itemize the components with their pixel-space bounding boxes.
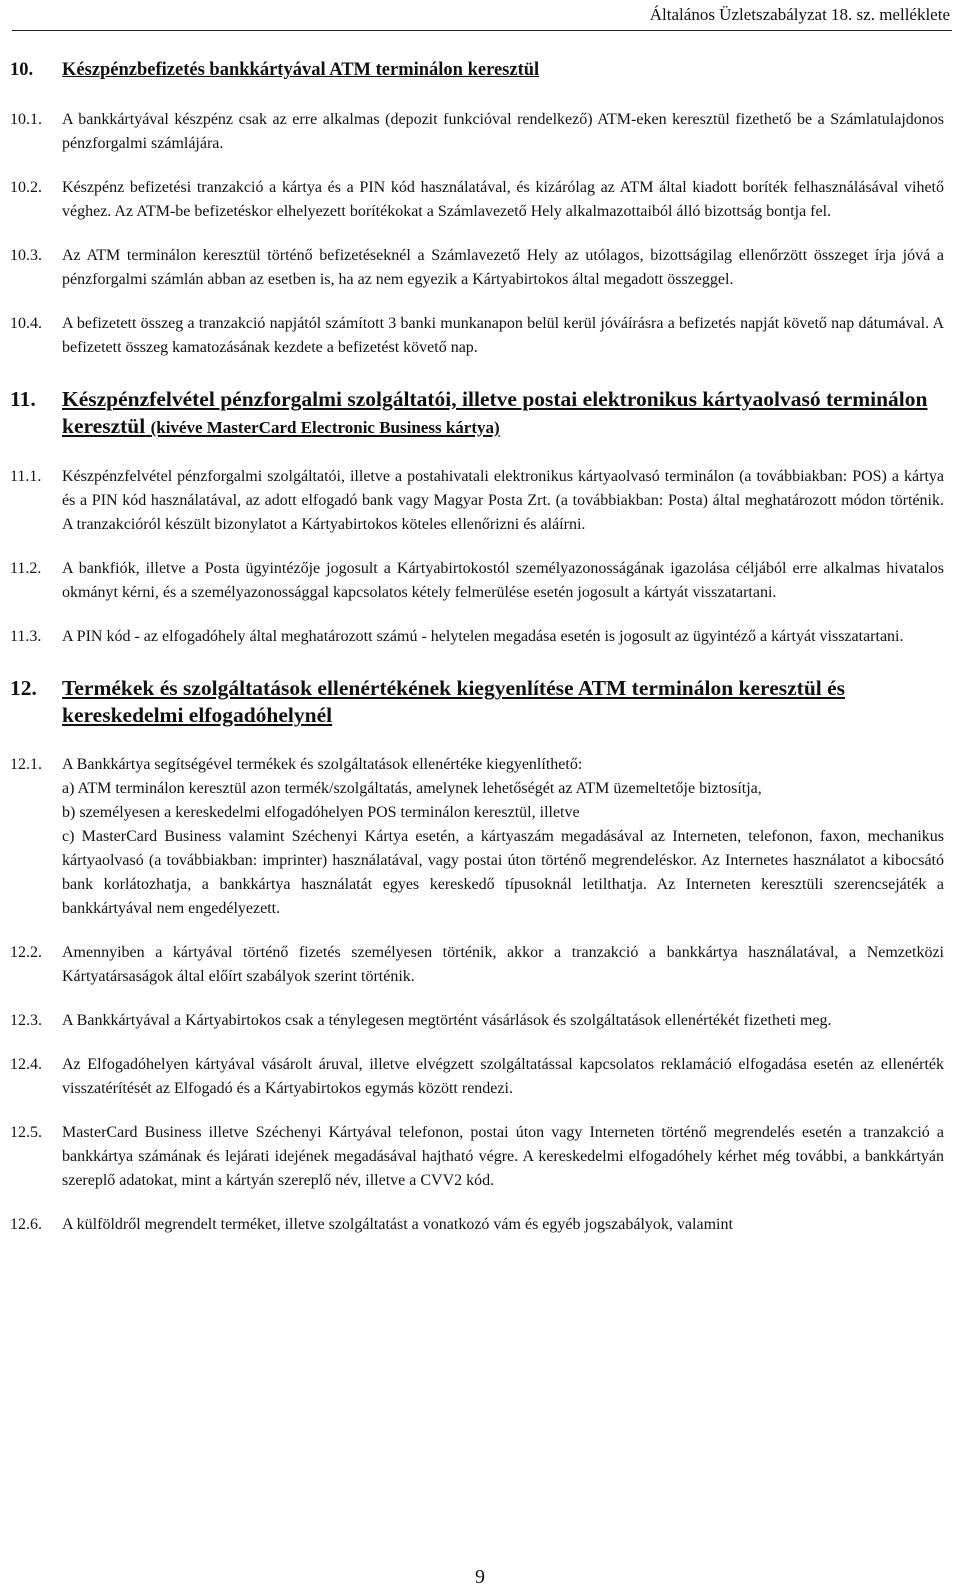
paragraph-text: Az ATM terminálon keresztül történő befizetéseknél a Számlavezető Hely az utólagos, bizottságilag ellenőrzött összeget írja jóvá a pénzforgalmi számlán abban az esetben is, ha az nem egyezik a Kártyabirtokos által megadott összeggel. <box>62 247 944 288</box>
section-title-note: (kivéve MasterCard Electronic Business kártya) <box>150 418 500 437</box>
paragraph-line: A Bankkártya segítségével termékek és szolgáltatások ellenértéke kiegyenlíthető: <box>62 756 583 773</box>
page-number: 9 <box>475 1566 485 1588</box>
paragraph-number: 12.1. <box>10 756 42 773</box>
section-title: Termékek és szolgáltatások ellenértékének kiegyenlítése ATM terminálon keresztül és kereskedelmi elfogadóhelynél <box>62 676 846 727</box>
paragraph-text <box>62 753 944 921</box>
paragraph-text: A bankfiók, illetve a Posta ügyintézője jogosult a Kártyabirtokostól személyazonosságának igazolása céljából erre alkalmas hivatalos okmányt kérni, és a személyazonossággal kapcsolatos kétely felmerülése esetén jogosult a kártyát visszatartani. <box>62 560 944 601</box>
paragraph-number: 11.2. <box>10 560 42 577</box>
paragraph-text: Készpénzfelvétel pénzforgalmi szolgáltatói, illetve a postahivatali elektronikus kártyaolvasó terminálon (a továbbiakban: POS) a kártya és a PIN kód használatával, az adott elfogadó bank vagy Magyar Posta Zrt. (a továbbiakban: Posta) által meghatározott módon történik. A tranzakcióról készült bizonylatot a Kártyabirtokos köteles ellenőrizni és aláírni. <box>62 468 944 533</box>
paragraph-number: 10.2. <box>10 179 42 196</box>
paragraph-text: A Bankkártyával a Kártyabirtokos csak a ténylegesen megtörtént vásárlások és szolgáltatások ellenértékét fizetheti meg. <box>62 1012 832 1029</box>
paragraph-number: 10.1. <box>10 111 42 128</box>
paragraph-number: 11.1. <box>10 468 42 485</box>
paragraph-text: A külföldről megrendelt terméket, illetve szolgáltatást a vonatkozó vám és egyéb jogszabályok, valamint <box>62 1216 733 1233</box>
paragraph-text: Amennyiben a kártyával történő fizetés személyesen történik, akkor a tranzakció a bankkártya használatával, a Nemzetközi Kártyatársaságok által előírt szabályok szerint történik. <box>62 944 944 985</box>
paragraph-text: MasterCard Business illetve Széchenyi Kártyával telefonon, postai úton vagy Interneten történő megrendelés esetén a tranzakció a bankkártya számának és lejárati idejének megadásával hajtható végre. A kereskedelmi elfogadóhely kérhet még további, a bankkártyán szereplő adatokat, mint a kártyán szereplő név, illetve a CVV2 kód. <box>62 1124 944 1189</box>
paragraph-12-4 <box>10 1053 944 1101</box>
paragraph-text: A PIN kód - az elfogadóhely által meghatározott számú - helytelen megadása esetén is jogosult az ügyintéző a kártyát visszatartani. <box>62 628 904 645</box>
list-item-b: b) személyesen a kereskedelmi elfogadóhelyen POS terminálon keresztül, illetve <box>62 804 580 821</box>
section-number: 12. <box>10 676 37 700</box>
paragraph-11-2 <box>10 557 944 605</box>
header-note: Általános Üzletszabályzat 18. sz. melléklete <box>649 5 950 24</box>
paragraph-text: Az Elfogadóhelyen kártyával vásárolt áruval, illetve elvégzett szolgáltatással kapcsolatos reklamáció elfogadása esetén az ellenérték visszatérítését az Elfogadó és a Kártyabirtokos egymás között rendezi. <box>62 1056 944 1097</box>
paragraph-12-6 <box>10 1213 944 1237</box>
section-10-heading <box>10 58 944 82</box>
header-divider <box>12 30 952 31</box>
paragraph-number: 11.3. <box>10 628 42 645</box>
paragraph-number: 12.5. <box>10 1124 42 1141</box>
list-item-a: a) ATM terminálon keresztül azon termék/szolgáltatás, amelynek lehetőségét az ATM üzemeltetője biztosítja, <box>62 780 762 797</box>
paragraph-12-5 <box>10 1121 944 1193</box>
section-title-wrap <box>62 386 944 441</box>
paragraph-10-4 <box>10 312 944 360</box>
paragraph-number: 12.3. <box>10 1012 42 1029</box>
section-number: 10. <box>10 60 34 80</box>
paragraph-text: A bankkártyával készpénz csak az erre alkalmas (depozit funkcióval rendelkező) ATM-eken keresztül fizethető be a Számlatulajdonos pénzforgalmi számlájára. <box>62 111 944 152</box>
paragraph-number: 12.4. <box>10 1056 42 1073</box>
paragraph-text: Készpénz befizetési tranzakció a kártya és a PIN kód használatával, és kizárólag az ATM által kiadott boríték felhasználásával vihető véghez. Az ATM-be befizetéskor elhelyezett borítékokat a Számlavezető Hely alkalmazottaiból álló bizottság bontja fel. <box>62 179 944 220</box>
paragraph-text: A befizetett összeg a tranzakció napjától számított 3 banki munkanapon belül kerül jóváírásra a befizetés napját követő nap dátumával. A befizetett összeg kamatozásának kezdete a befizetést követő nap. <box>62 315 944 356</box>
section-title: Készpénzbefizetés bankkártyával ATM terminálon keresztül <box>62 60 540 80</box>
paragraph-12-3 <box>10 1009 944 1033</box>
paragraph-11-1 <box>10 465 944 537</box>
section-number: 11. <box>10 387 36 411</box>
paragraph-number: 10.4. <box>10 315 42 332</box>
section-title: Készpénzfelvétel pénzforgalmi szolgáltatói, illetve postai elektronikus kártyaolvasó terminálon keresztül <box>62 387 928 438</box>
paragraph-10-1 <box>10 108 944 156</box>
paragraph-number: 10.3. <box>10 247 42 264</box>
paragraph-number: 12.6. <box>10 1216 42 1233</box>
paragraph-10-2 <box>10 176 944 224</box>
paragraph-12-2 <box>10 941 944 989</box>
paragraph-11-3 <box>10 625 944 649</box>
document-content <box>10 58 944 1257</box>
section-12-heading <box>10 675 944 729</box>
section-11-heading <box>10 386 944 441</box>
paragraph-12-1 <box>10 753 944 921</box>
list-item-c: c) MasterCard Business valamint Széchenyi Kártya esetén, a kártyaszám megadásával az Interneten, telefonon, faxon, mechanikus kártyaolvasó (a továbbiakban: imprinter) használatával, vagy postai úton történő megrendeléskor. Az Internetes használatot a kibocsátó bank korlátozhatja, a bankkártya használatát egyes kereskedő típusoknál letilthatja. Az Interneten keresztüli szerencsejáték a bankkártyával nem engedélyezett. <box>62 828 944 917</box>
paragraph-10-3 <box>10 244 944 292</box>
paragraph-number: 12.2. <box>10 944 42 961</box>
